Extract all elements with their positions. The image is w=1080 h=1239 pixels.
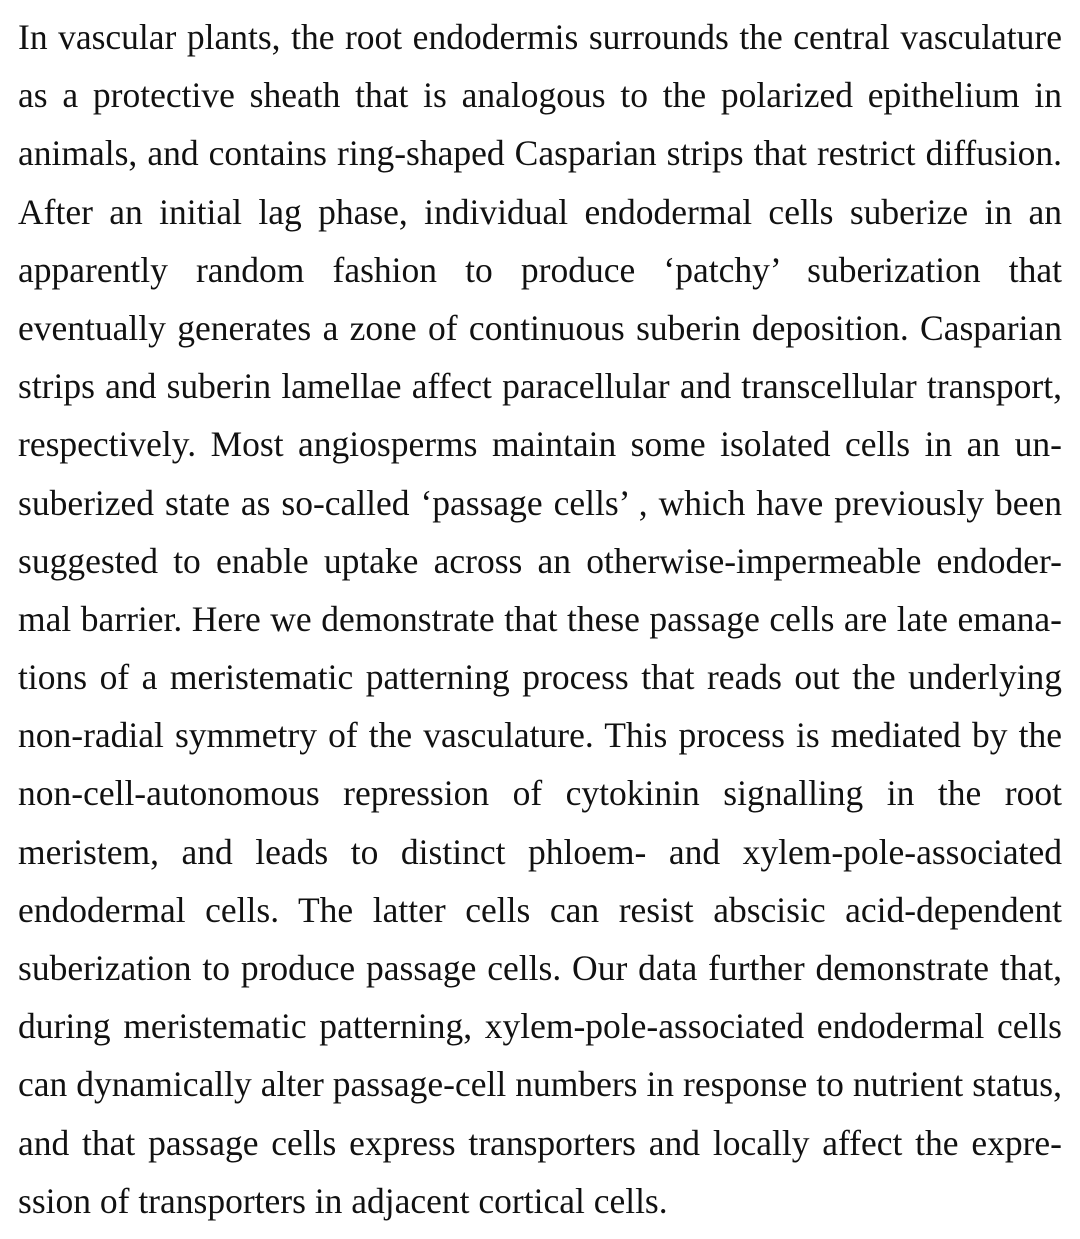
text-line: suggested to enable uptake across an otherwise-impermeable endoder- (18, 540, 1062, 581)
text-line: ssion of transporters in adjacent cortical cells. (18, 1180, 668, 1221)
text-line: non-cell-autonomous repression of cytokinin signalling in the root (18, 773, 1062, 814)
text-line: during meristematic patterning, xylem-pole-associated endodermal cells (18, 1006, 1062, 1047)
text-line: as a protective sheath that is analogous to the polarized epithelium in (18, 75, 1062, 116)
text-line: eventually generates a zone of continuous suberin deposition. Casparian (18, 307, 1062, 348)
text-line: tions of a meristematic patterning process that reads out the underlying (18, 657, 1062, 698)
text-line: can dynamically alter passage-cell numbers in response to nutrient status, (18, 1064, 1062, 1105)
text-line: non-radial symmetry of the vasculature. This process is mediated by the (18, 715, 1062, 756)
text-line: meristem, and leads to distinct phloem- and xylem-pole-associated (18, 831, 1062, 872)
text-line: strips and suberin lamellae affect paracellular and transcellular transport, (18, 366, 1062, 407)
text-line: apparently random fashion to produce ‘patchy’ suberization that (18, 249, 1062, 290)
text-line: mal barrier. Here we demonstrate that these passage cells are late emana- (18, 598, 1062, 639)
text-line: suberization to produce passage cells. Our data further demonstrate that, (18, 948, 1062, 988)
text-line: respectively. Most angiosperms maintain some isolated cells in an un- (18, 424, 1062, 465)
text-line: animals, and contains ring-shaped Casparian strips that restrict diffusion. (18, 133, 1062, 174)
text-line: endodermal cells. The latter cells can resist abscisic acid-dependent (18, 889, 1062, 930)
text-line: After an initial lag phase, individual endodermal cells suberize in an (18, 191, 1062, 232)
text-line: suberized state as so-called ‘passage cells’ , which have previously been (18, 482, 1062, 523)
abstract-paragraph (18, 8, 1062, 1230)
text-line: and that passage cells express transporters and locally affect the expre- (18, 1122, 1062, 1163)
text-line: In vascular plants, the root endodermis surrounds the central vasculature (18, 17, 1062, 57)
